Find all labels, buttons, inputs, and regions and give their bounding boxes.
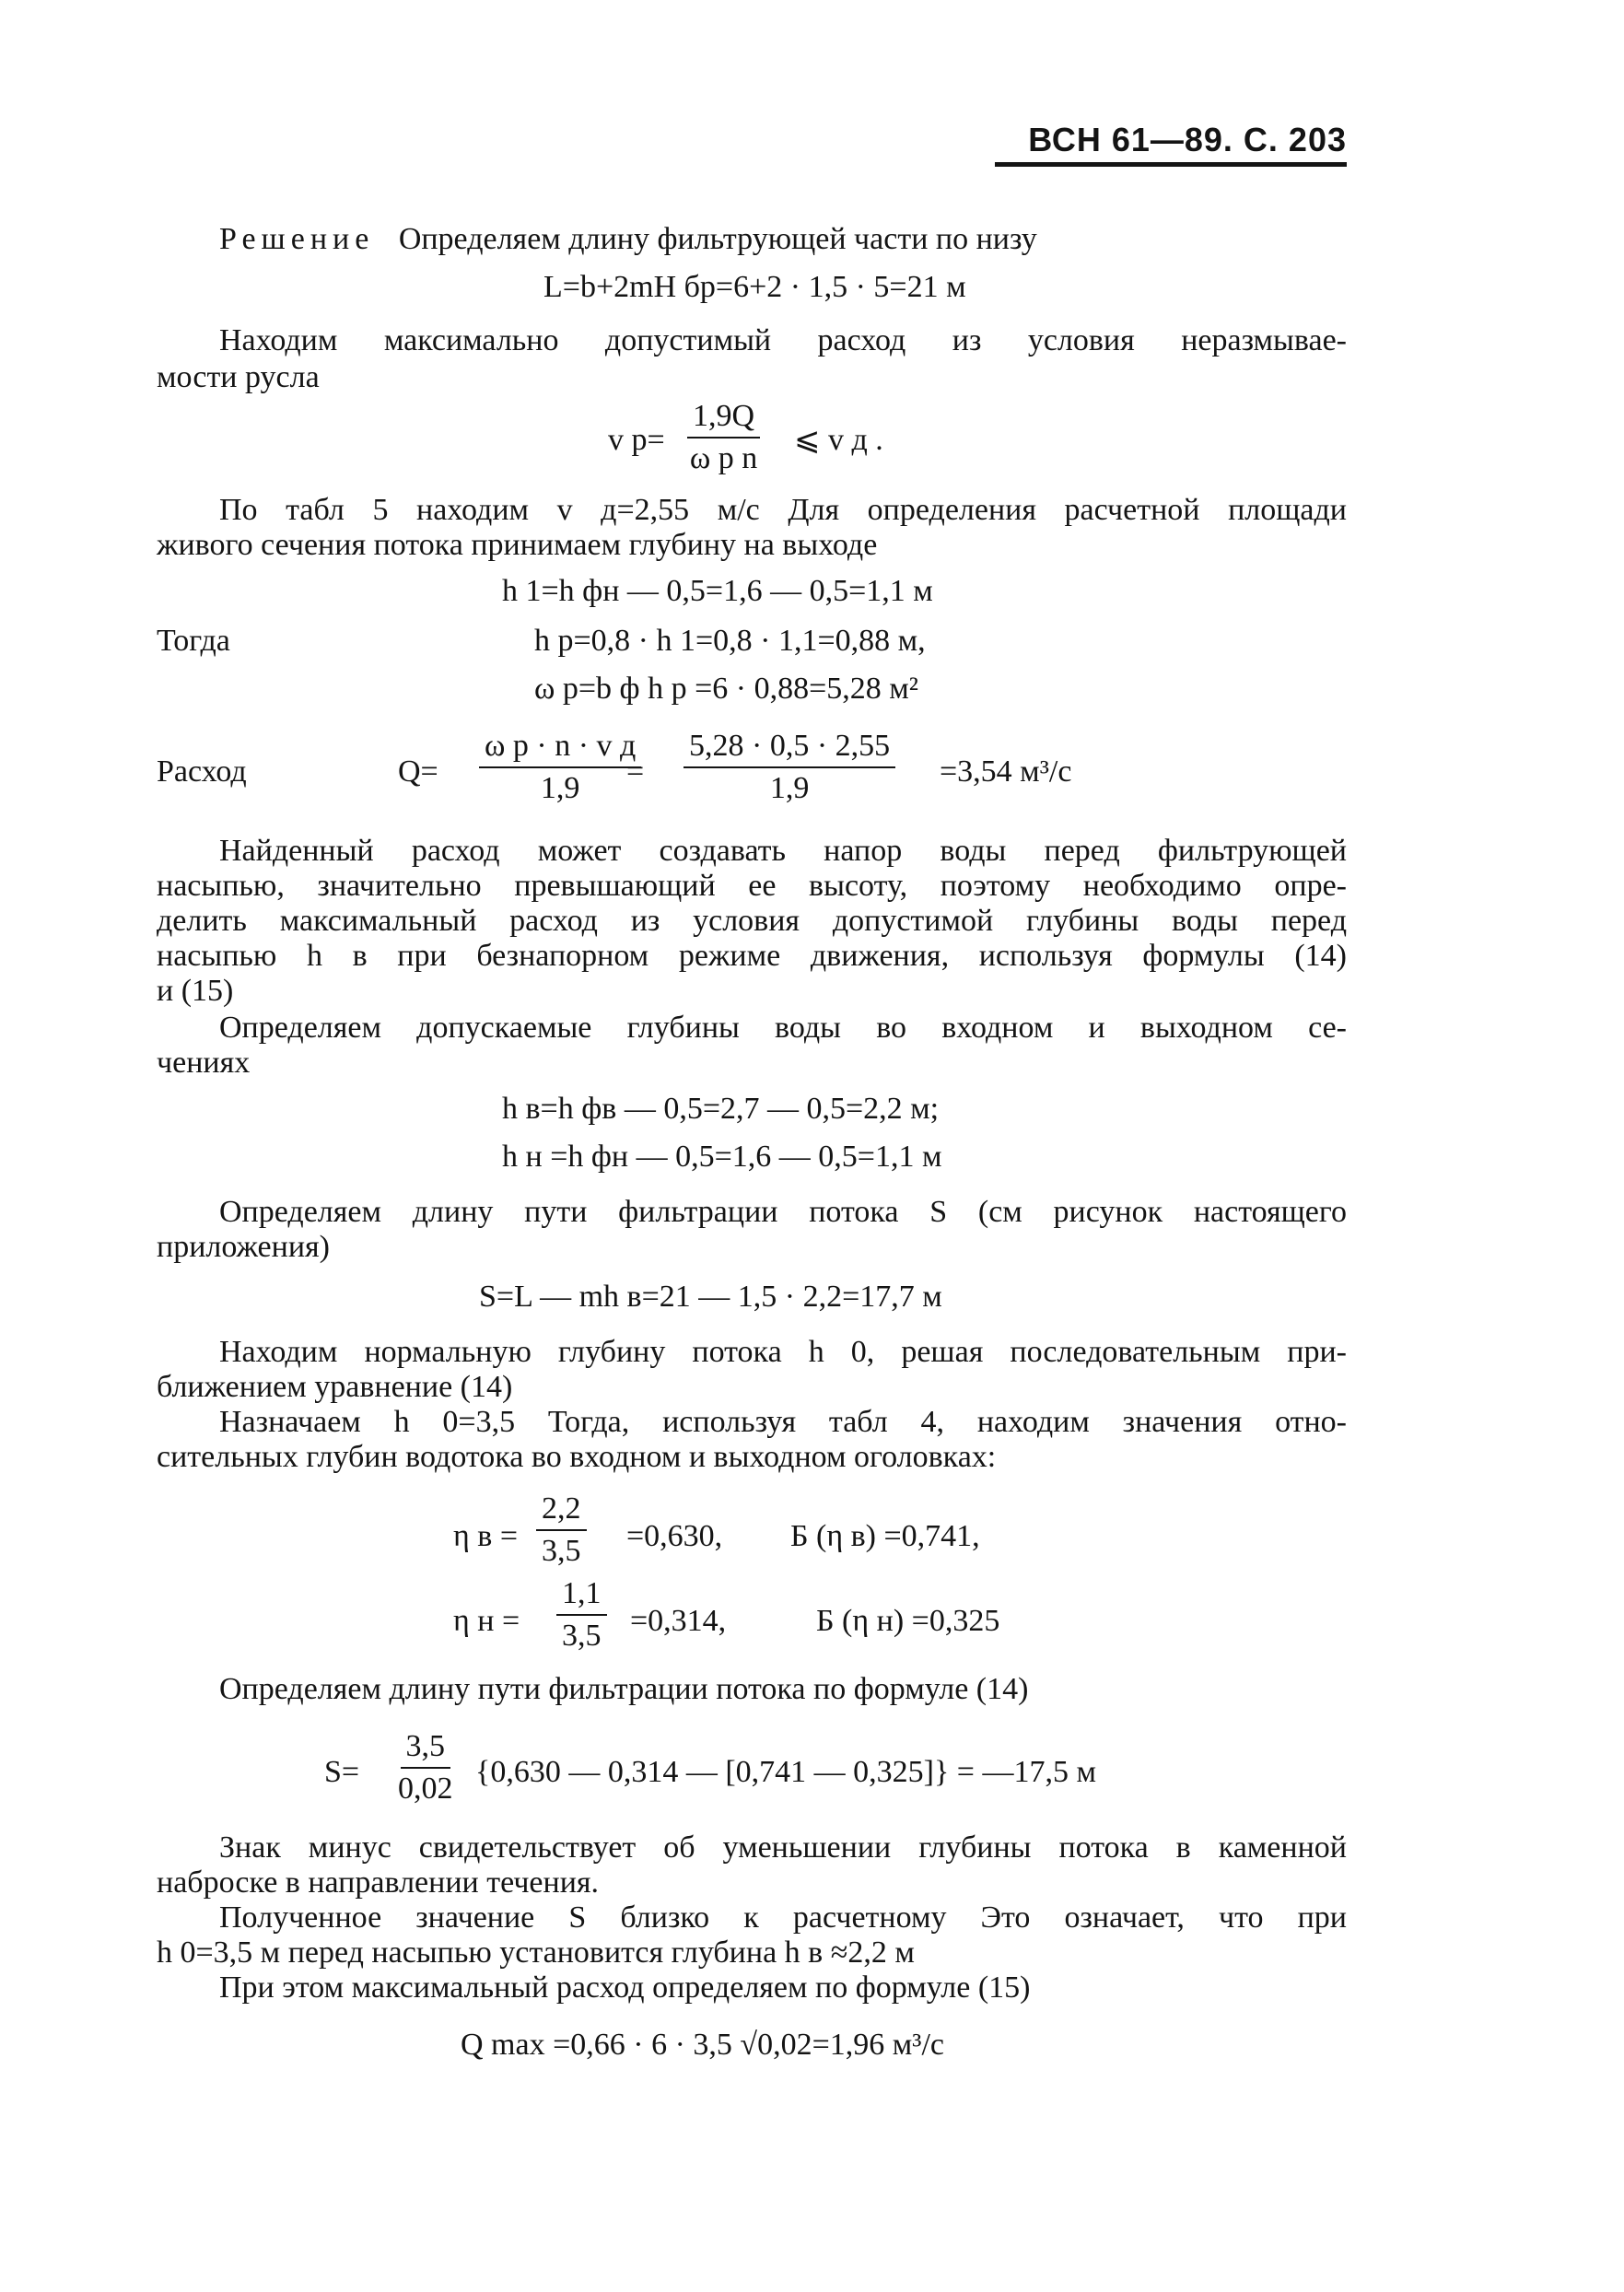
- formula-lhs: η в =: [453, 1519, 519, 1553]
- formula-line: h р=0,8 · h 1=0,8 · 1,1=0,88 м,: [534, 624, 926, 658]
- formula-value: =0,630,: [626, 1519, 723, 1553]
- fraction-denominator: 1,9: [769, 771, 810, 805]
- fraction-denominator: 3,5: [562, 1619, 602, 1653]
- formula-lhs: Q=: [398, 754, 438, 789]
- text-line: Тогда: [157, 624, 230, 658]
- text-line: приложения): [157, 1230, 330, 1264]
- formula-rhs: =3,54 м³/с: [940, 754, 1072, 789]
- formula-qmax: Q max =0,66 · 6 · 3,5 √0,02=1,96 м³/с: [461, 2028, 944, 2062]
- text-line: и (15): [157, 974, 234, 1008]
- text-line: ближением уравнение (14): [157, 1370, 513, 1404]
- formula-length: L=b+2mH бр=6+2 · 1,5 · 5=21 м: [543, 270, 966, 304]
- text-line: мости русла: [157, 360, 320, 394]
- formula-lhs: v р=: [608, 423, 665, 457]
- fraction-denominator: 3,5: [542, 1534, 581, 1568]
- fraction-denominator: 0,02: [398, 1772, 453, 1806]
- text-line: h 0=3,5 м перед насыпью установится глубина h в ≈2,2 м: [157, 1935, 915, 1970]
- text-line: [219, 221, 1037, 258]
- formula-line: S=L — mh в=21 — 1,5 · 2,2=17,7 м: [479, 1280, 942, 1314]
- text-line: Определяем длину пути фильтрации потока S (см рисунок настоящего: [219, 1195, 1347, 1229]
- text-line: сительных глубин водотока во входном и выходном оголовках:: [157, 1440, 997, 1474]
- formula-value: Б (η в) =0,741,: [790, 1519, 980, 1553]
- text-line: Знак минус свидетельствует об уменьшении глубины потока в каменной: [219, 1830, 1347, 1865]
- fraction-numerator: 3,5: [401, 1728, 451, 1769]
- fraction-numerator: 2,2: [536, 1491, 587, 1531]
- formula-operator: =: [626, 754, 645, 789]
- text-line: чениях: [157, 1046, 251, 1080]
- formula-rhs: {0,630 — 0,314 — [0,741 — 0,325]} = —17,5 м: [475, 1755, 1096, 1789]
- page-header: ВСН 61—89. С. 203: [995, 120, 1347, 167]
- formula-rhs: ⩽ v д .: [794, 423, 883, 457]
- text-line: Назначаем h 0=3,5 Тогда, используя табл 4, находим значения отно-: [219, 1405, 1347, 1439]
- fraction: [536, 1491, 587, 1570]
- text-line: При этом максимальный расход определяем по формуле (15): [219, 1970, 1031, 2005]
- fraction: [683, 728, 895, 807]
- text-line: Расход: [157, 754, 247, 789]
- formula-line: h в=h фв — 0,5=2,7 — 0,5=2,2 м;: [502, 1092, 940, 1126]
- fraction: [398, 1728, 453, 1807]
- fraction: [479, 728, 641, 807]
- formula-lhs: η н =: [453, 1604, 520, 1638]
- text-line: наброске в направлении течения.: [157, 1865, 600, 1900]
- text-line: Определяем длину пути фильтрации потока по формуле (14): [219, 1672, 1029, 1706]
- text-line: Полученное значение S близко к расчетному Это означает, что при: [219, 1900, 1347, 1935]
- fraction-denominator: 1,9: [540, 771, 580, 805]
- formula-line: h н =h фн — 0,5=1,6 — 0,5=1,1 м: [502, 1140, 942, 1174]
- fraction-numerator: ω р · n · v д: [479, 728, 641, 768]
- fraction: [687, 398, 760, 477]
- fraction-numerator: 1,1: [556, 1575, 607, 1616]
- text-line: живого сечения потока принимаем глубину на выходе: [157, 528, 878, 562]
- text-line: насыпью h в при безнапорном режиме движения, используя формулы (14): [157, 939, 1347, 973]
- fraction-numerator: 1,9Q: [687, 398, 760, 439]
- formula-lhs: S=: [324, 1755, 360, 1789]
- fraction-denominator: ω р n: [689, 441, 758, 475]
- formula-line: ω р=b ф h р =6 · 0,88=5,28 м²: [534, 672, 918, 706]
- fraction-numerator: 5,28 · 0,5 · 2,55: [683, 728, 895, 768]
- formula-value: Б (η н) =0,325: [816, 1604, 1000, 1638]
- fraction: [556, 1575, 607, 1655]
- formula-value: =0,314,: [630, 1604, 727, 1638]
- text-line: делить максимальный расход из условия допустимой глубины воды перед: [157, 904, 1347, 938]
- text-span: Определяем длину фильтрующей части по низу: [398, 222, 1037, 256]
- text-line: Определяем допускаемые глубины воды во входном и выходном се-: [219, 1011, 1347, 1045]
- text-line: По табл 5 находим v д=2,55 м/с Для определения расчетной площади: [219, 493, 1347, 527]
- text-line: насыпью, значительно превышающий ее высоту, поэтому необходимо опре-: [157, 869, 1347, 903]
- text-line: Находим нормальную глубину потока h 0, решая последовательным при-: [219, 1335, 1347, 1369]
- solution-label: Решение: [219, 222, 375, 256]
- text-line: Найденный расход может создавать напор воды перед фильтрующей: [219, 834, 1347, 868]
- text-line: Находим максимально допустимый расход из условия неразмывае-: [219, 323, 1347, 357]
- formula-line: h 1=h фн — 0,5=1,6 — 0,5=1,1 м: [502, 574, 933, 608]
